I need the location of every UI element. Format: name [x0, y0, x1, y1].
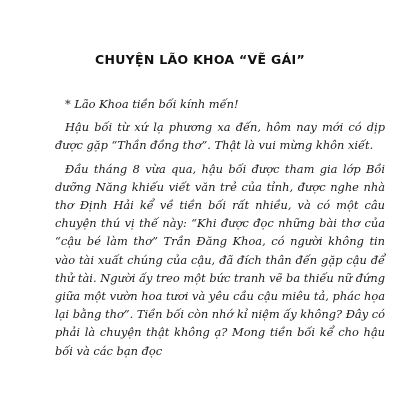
greeting-paragraph: * Lão Khoa tiền bối kính mến!	[65, 97, 239, 111]
page-title: CHUYỆN LÃO KHOA “VẼ GÁI”	[94, 52, 306, 67]
intro-paragraph: Hậu bối từ xứ lạ phương xa đến, hôm nay mới có dịp được gặp “Thần đồng thơ”. Thật là vui mừng khôn xiết.	[55, 120, 385, 153]
article-body	[55, 95, 385, 360]
story-paragraph: Đầu tháng 8 vừa qua, hậu bối được tham gia lớp Bồi dưỡng Năng khiếu viết văn trẻ của tỉnh, được nghe nhà thơ Định Hải kể về tiền bối rất nhiều, và có một câu chuyện thú vị thế này: “Khi được đọc những bài thơ của “cậu bé làm thơ” Trần Đăng Khoa, có người không tin vào tài xuất chúng của cậu, đã đích thân đến gặp cậu để thử tài. Người ấy treo một bức tranh vẽ ba thiếu nữ đứng giữa một vườn hoa tươi và yêu cầu cậu miêu tả, phác họa lại bằng thơ”. Tiền bối còn nhớ kỉ niệm ấy không? Đây có phải là chuyện thật không ạ? Mong tiền bối kể cho hậu bối và các bạn đọc	[55, 161, 386, 358]
